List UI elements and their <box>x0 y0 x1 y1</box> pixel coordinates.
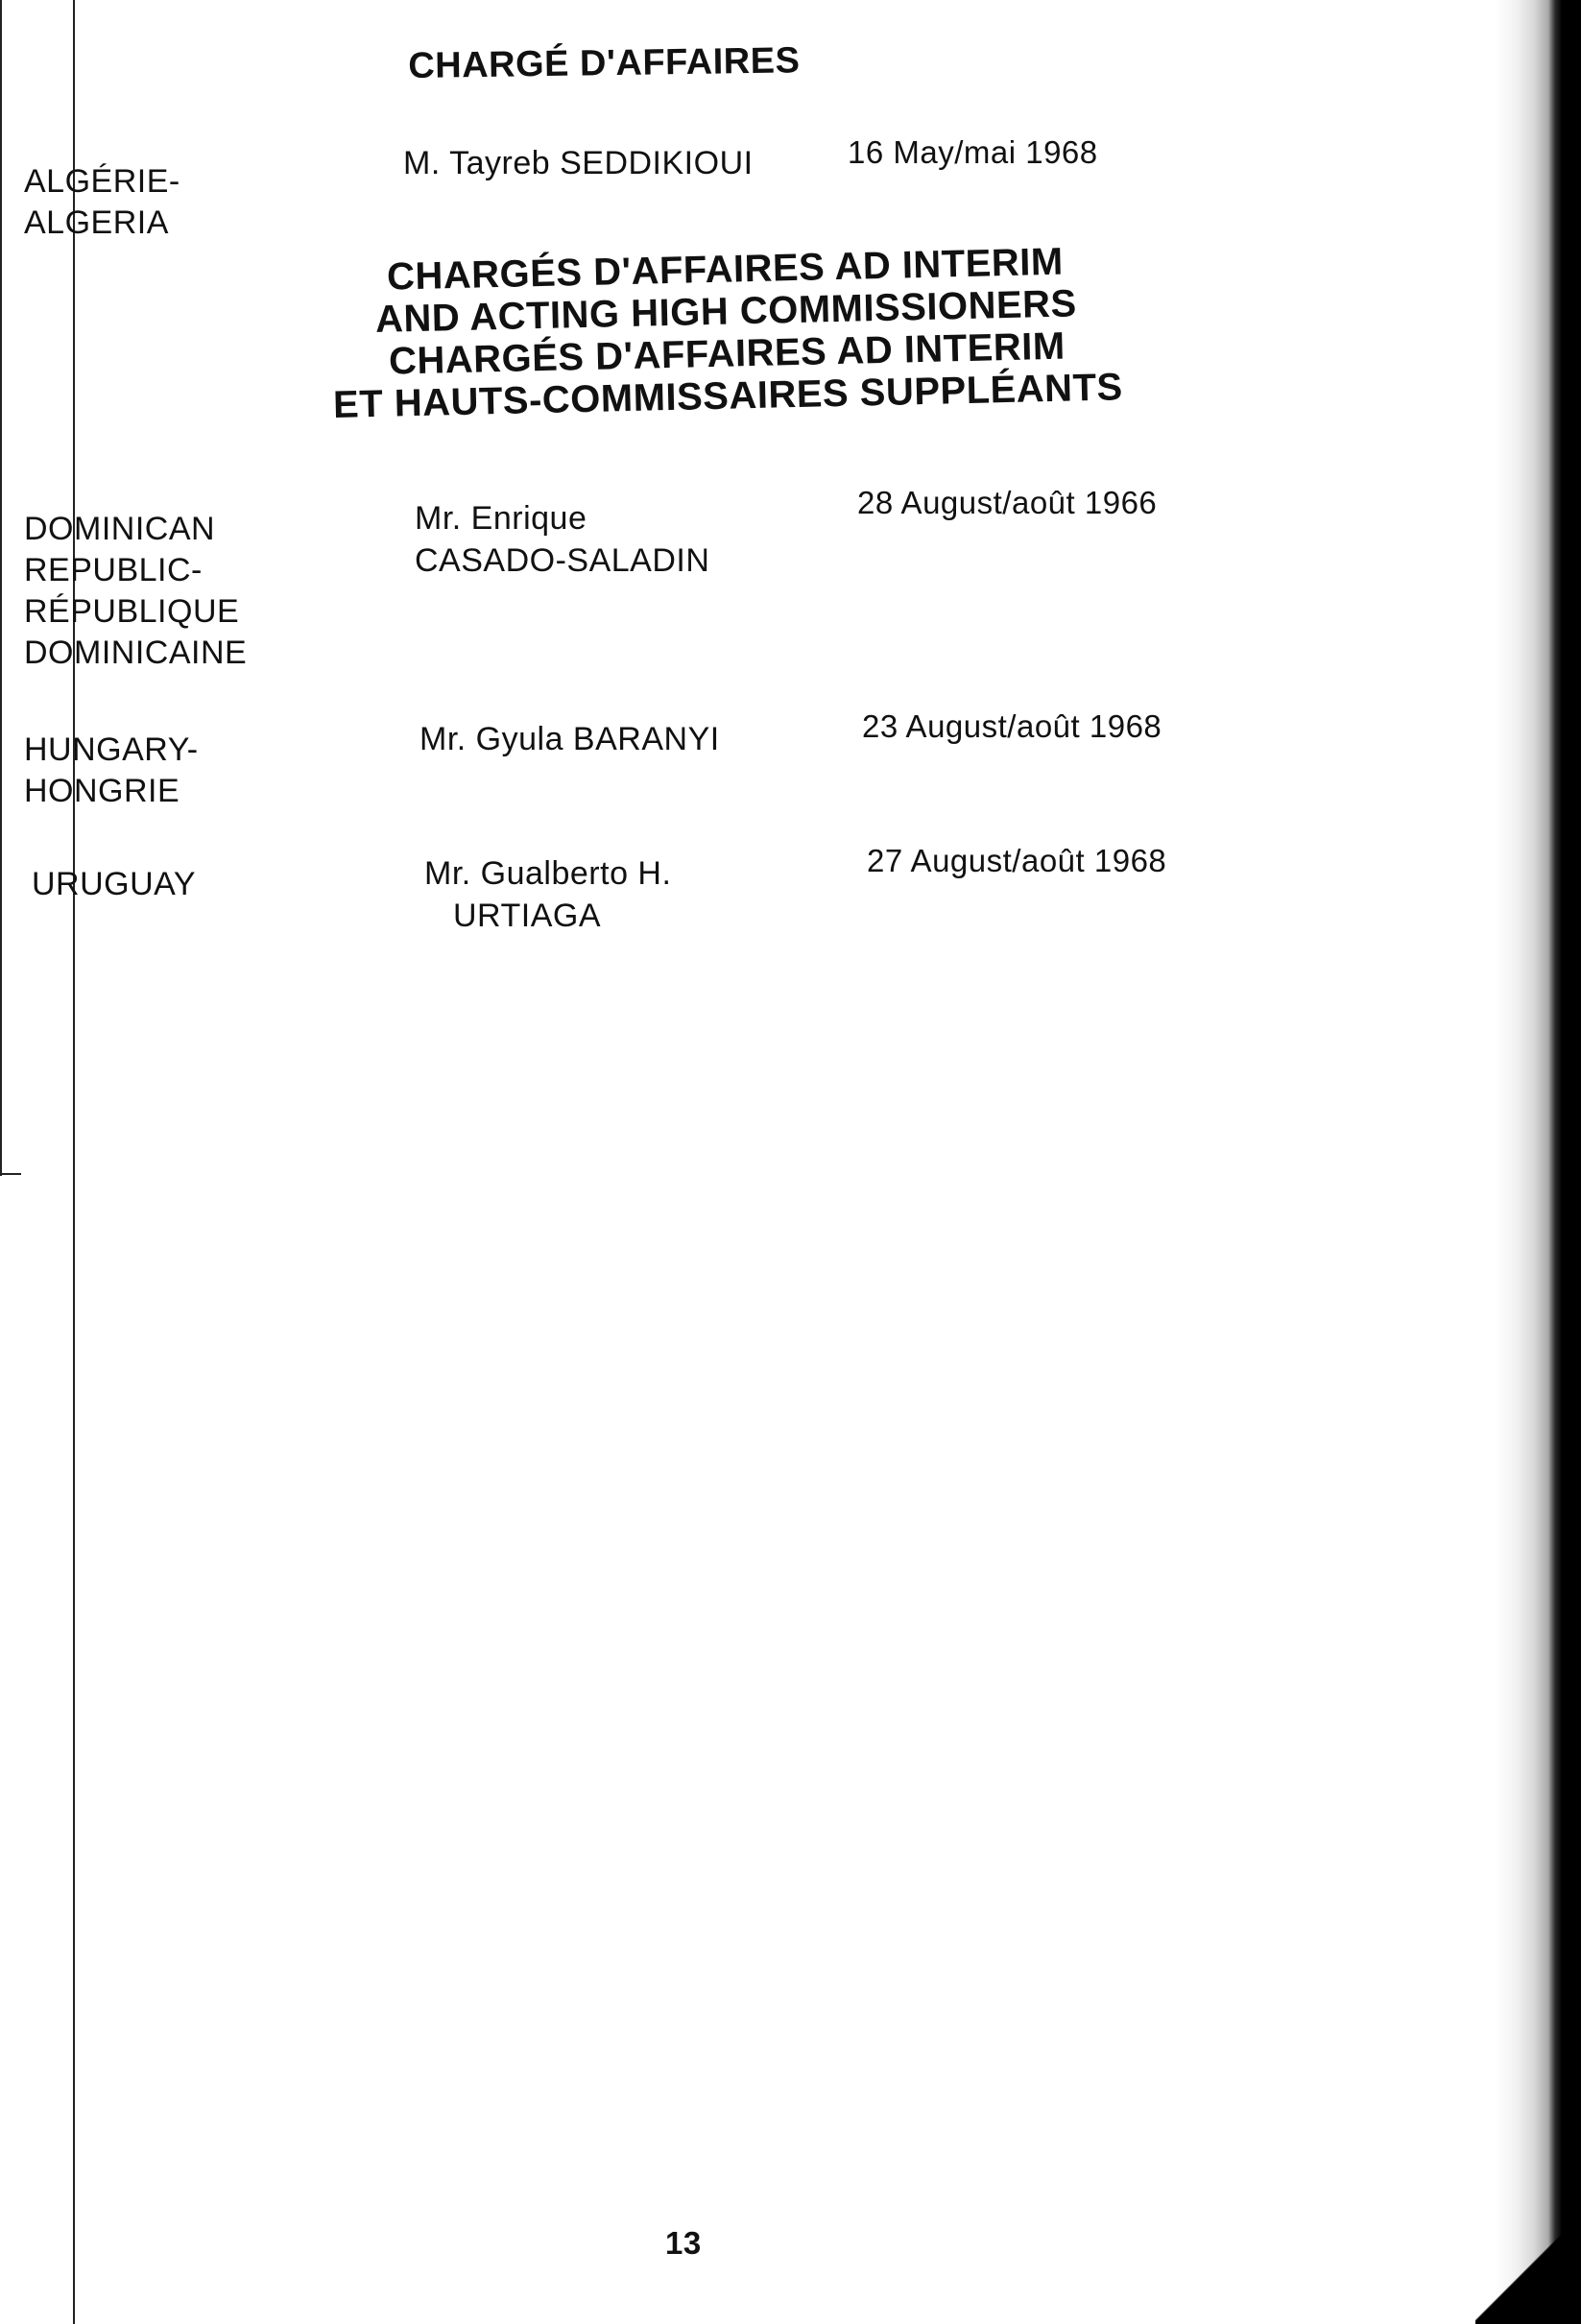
country-line: DOMINICAN <box>24 511 216 547</box>
page-number: 13 <box>665 2225 702 2261</box>
country-uruguay <box>32 864 196 905</box>
envoy-name-casado-saladin <box>415 497 709 582</box>
date-dominican-republic: 28 August/août 1966 <box>857 485 1158 520</box>
country-algeria <box>24 161 180 244</box>
country-dominican-republic <box>24 509 247 674</box>
title-line: CHARGÉS D'AFFAIRES AD INTERIM <box>386 240 1065 299</box>
section-title-interim <box>245 237 1209 428</box>
name-line: Mr. Gualberto H. <box>424 855 672 892</box>
envoy-name-urtiaga <box>424 852 671 937</box>
name-line: CASADO-SALADIN <box>415 542 710 579</box>
date-hungary: 23 August/août 1968 <box>862 708 1162 744</box>
section-title-charge: CHARGÉ D'AFFAIRES <box>408 40 801 86</box>
country-line: DOMINICAINE <box>24 635 248 671</box>
title-line: CHARGÉS D'AFFAIRES AD INTERIM <box>388 324 1066 383</box>
envoy-name-baranyi <box>419 718 720 760</box>
country-line: URUGUAY <box>32 866 196 902</box>
country-line: REPUBLIC- <box>24 552 203 588</box>
country-line: HUNGARY- <box>24 731 199 768</box>
country-line: ALGERIA <box>24 204 169 241</box>
country-line: RÉPUBLIQUE <box>24 593 240 630</box>
title-line: ET HAUTS-COMMISSAIRES SUPPLÉANTS <box>332 366 1124 426</box>
binding-line <box>73 0 75 2324</box>
country-line: HONGRIE <box>24 773 180 809</box>
page-corner-shadow <box>1475 2209 1581 2324</box>
name-line: Mr. Gyula BARANYI <box>419 721 720 757</box>
country-hungary <box>24 730 199 812</box>
left-margin-foot <box>0 1173 21 1175</box>
name-line: M. Tayreb SEDDIKIOUI <box>403 145 754 181</box>
page-edge-shadow <box>1495 0 1581 2324</box>
country-line: ALGÉRIE- <box>24 163 180 200</box>
date-uruguay: 27 August/août 1968 <box>867 843 1167 878</box>
envoy-name-seddikioui <box>403 142 754 184</box>
date-algeria: 16 May/mai 1968 <box>848 134 1098 170</box>
title-line: AND ACTING HIGH COMMISSIONERS <box>374 282 1078 341</box>
name-line: URTIAGA <box>453 898 602 934</box>
left-margin-line <box>0 0 2 1176</box>
name-line: Mr. Enrique <box>415 500 587 537</box>
